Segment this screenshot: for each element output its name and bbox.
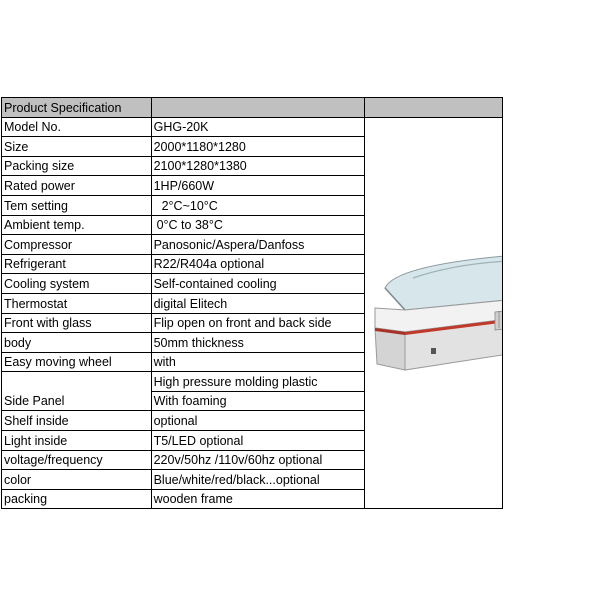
row-value [151, 372, 365, 411]
row-value-line1: High pressure molding plastic [152, 373, 365, 392]
header-blank-value [151, 98, 365, 118]
row-label: body [2, 333, 152, 353]
header-blank-image [365, 98, 503, 118]
product-image-cell [365, 117, 503, 509]
display-refrigerator-icon [365, 248, 502, 378]
row-value: with [151, 352, 365, 372]
row-value: T5/LED optional [151, 430, 365, 450]
side-panel-values [154, 373, 365, 410]
row-label: Rated power [2, 176, 152, 196]
row-value: 1HP/660W [151, 176, 365, 196]
row-value: 2°C~10°C [151, 195, 365, 215]
row-label: Thermostat [2, 293, 152, 313]
row-value: Flip open on front and back side [151, 313, 365, 333]
row-label: Size [2, 137, 152, 157]
row-label: Shelf inside [2, 411, 152, 431]
row-label: Tem setting [2, 195, 152, 215]
row-value: GHG-20K [151, 117, 365, 137]
spec-sheet [1, 97, 503, 507]
row-label: Light inside [2, 430, 152, 450]
row-label: Ambient temp. [2, 215, 152, 235]
spec-table [1, 97, 503, 509]
row-label: Refrigerant [2, 254, 152, 274]
row-value: Blue/white/red/black...optional [151, 470, 365, 490]
table-row [2, 117, 503, 137]
row-label: Compressor [2, 235, 152, 255]
row-label: Cooling system [2, 274, 152, 294]
row-value: 2100*1280*1380 [151, 156, 365, 176]
row-value: R22/R404a optional [151, 254, 365, 274]
row-value-line2: With foaming [153, 394, 227, 409]
row-label: Model No. [2, 117, 152, 137]
row-label: Front with glass [2, 313, 152, 333]
row-value: Self-contained cooling [151, 274, 365, 294]
row-value: 220v/50hz /110v/60hz optional [151, 450, 365, 470]
row-label: Easy moving wheel [2, 352, 152, 372]
row-value: 50mm thickness [151, 333, 365, 353]
row-label: voltage/frequency [2, 450, 152, 470]
row-label: Packing size [2, 156, 152, 176]
row-label: Side Panel [2, 372, 152, 411]
header-title: Product Specification [2, 98, 152, 118]
row-value: 0°C to 38°C [151, 215, 365, 235]
row-label: packing [2, 489, 152, 509]
row-value: wooden frame [151, 489, 365, 509]
row-value: Panosonic/Aspera/Danfoss [151, 235, 365, 255]
row-value: optional [151, 411, 365, 431]
row-value: digital Elitech [151, 293, 365, 313]
row-label: color [2, 470, 152, 490]
header-row [2, 98, 503, 118]
row-value: 2000*1180*1280 [151, 137, 365, 157]
